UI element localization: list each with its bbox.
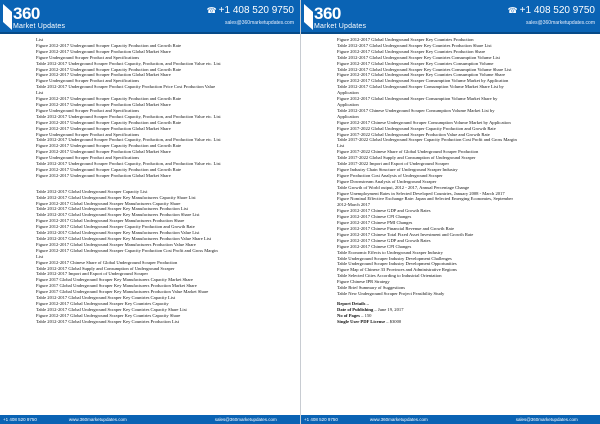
list-item: Figure 2012-2017 Chinese Underground Scraper Consumption Volume Market by Application: [337, 119, 511, 125]
list-item: Figure 2012-2017 Global Underground Scraper Capacity Production and Growth Rate: [36, 224, 195, 230]
brand-number: 360: [314, 3, 341, 23]
detail-value: – 150: [359, 312, 372, 318]
list-item: Figure Chinese IPR Strategy: [337, 279, 390, 285]
list-item: Table Underground Scraper Industry Development Challenges: [337, 255, 452, 261]
header-email[interactable]: sales@360marketupdates.com: [526, 20, 595, 26]
list-item: Figure 2012-2017 Global Underground Scraper Consumption Volume Market Share by: [337, 96, 498, 102]
list-item: Table 2012-2017 Underground Scraper Product Capacity, Production, and Production Value etc. List: [36, 161, 221, 167]
list-item: Figure 2012-2017 Global Underground Scraper Key Countries Consumption Volume Share: [337, 72, 506, 78]
list-item: Table 2012-2017 Global Supply and Consumption of Underground Scraper: [36, 265, 175, 271]
list-item: Figure 2017-2022 Global Underground Scraper Production Value and Growth Rate: [337, 131, 490, 137]
list-item: Table 2012-2017 Import and Export of Underground Scraper: [36, 271, 148, 277]
header-email[interactable]: sales@360marketupdates.com: [225, 20, 294, 26]
section-separator: [36, 179, 294, 189]
list-item: Table Economic Effects to Underground Scraper Industry: [337, 249, 443, 255]
list-item: Table 2012-2017 Global Underground Scraper Key Countries Production List: [36, 318, 179, 324]
list-item: List: [36, 253, 44, 259]
right-list: [337, 37, 595, 297]
detail-label: No of Pages: [337, 312, 360, 318]
list-item: Table 2012-2017 Underground Scraper Product Capacity, Production, and Production Value etc. List: [36, 113, 221, 119]
list-item: Figure 2012-2017 Underground Scraper Production Global Market Share: [36, 172, 171, 178]
detail-row: [337, 319, 595, 325]
list-item: Figure 2012-2017 Underground Scraper Production Global Market Share: [36, 125, 171, 131]
list-item: Figure 2012-2017 Global Underground Scraper Key Countries Production Share: [337, 48, 486, 54]
left-content: [36, 37, 294, 325]
list-item: Table New Underground Scraper Project Feasibility Study: [337, 290, 445, 296]
page-footer: [0, 415, 300, 424]
list-item: List: [36, 90, 44, 96]
brand-number: 360: [13, 3, 40, 23]
list-item: Table 2012-2017 Global Underground Scraper Consumption Volume Market Share List by: [337, 84, 504, 90]
list-item: Figure 2012-2017 Chinese CPI Changes: [337, 243, 412, 249]
list-item: Table 2012-2017 Underground Scraper Product Capacity, Production, and Production Value etc. List: [36, 60, 221, 66]
list-item: Table 2012-2017 Underground Scraper Product Capacity, Production, and Production Value etc. List: [36, 137, 221, 143]
list-item: Figure 2012-2017 Chinese GDP and Growth Rates: [337, 208, 431, 214]
phone-icon: ☎: [206, 6, 217, 15]
list-item: Figure Underground Scraper Product and Specifications: [36, 131, 140, 137]
list-item: Application: [337, 90, 359, 96]
page-footer: [301, 415, 600, 424]
logo-arrow-icon: [304, 4, 313, 30]
list-item: Figure 2017 Global Underground Scraper Key Manufacturers Production Market Share: [36, 283, 197, 289]
footer-email[interactable]: sales@360marketupdates.com: [214, 417, 277, 422]
list-item: Figure 2012-2017 Underground Scraper Capacity Production and Growth Rate: [36, 166, 182, 172]
list-item: Figure 2012-2017 Global Underground Scraper Key Countries Consumption Volume: [337, 60, 494, 66]
brand-logo[interactable]: [304, 2, 366, 32]
list-item: Table 2017-2022 Import and Export of Underground Scraper: [337, 161, 449, 167]
list-item: Figure 2012-2017 Underground Scraper Capacity Production and Growth Rate: [36, 66, 182, 72]
list-item: Figure 2012-2017 Chinese GDP and Growth Rates: [337, 237, 431, 243]
list-item: List: [337, 143, 345, 149]
header-phone[interactable]: [508, 5, 595, 16]
list-item: Figure 2012-2017 Global Underground Scraper Manufacturers Capacity Share: [36, 200, 181, 206]
footer-phone[interactable]: +1 408 520 9750: [3, 417, 37, 422]
list-item: Figure 2012-2017 Chinese Financial Revenue and Growth Rate: [337, 226, 454, 231]
list-item: Table 2012-2017 Global Underground Scraper Key Manufacturers Production List: [36, 206, 188, 212]
list-item: Figure Map of Chinese 33 Provinces and Administrative Regions: [337, 267, 457, 273]
list-item: Figure 2017 Global Underground Scraper Key Manufacturers Capacity Market Share: [36, 277, 193, 283]
brand-logo[interactable]: [3, 2, 65, 32]
report-details: [337, 301, 595, 325]
footer-phone[interactable]: +1 408 520 9750: [304, 417, 338, 422]
header-phone-number: +1 408 520 9750: [519, 5, 595, 16]
list-item: Table 2012-2017 Chinese Underground Scraper Consumption Volume Market List by: [337, 107, 495, 113]
list-item: Table Selected Cities According to Industrial Orientation: [337, 273, 442, 279]
list-item: List: [36, 37, 44, 42]
header-phone-number: +1 408 520 9750: [218, 5, 294, 16]
left-list-b: [36, 189, 294, 325]
list-item: Figure Underground Scraper Product and Specifications: [36, 54, 140, 60]
list-item: Figure 2012-2017 Chinese Total Fixed Asset Investment and Growth Rate: [337, 231, 474, 237]
list-item: Figure 2012-2017 Underground Scraper Production Global Market Share: [36, 101, 171, 107]
list-item: Figure Underground Scraper Product and Specifications: [36, 107, 140, 113]
list-item: Table 2012-2017 Global Underground Scraper Key Manufacturers Production Share List: [36, 212, 200, 218]
list-item: Figure 2017-2022 Global Underground Scraper Capacity Production and Growth Rate: [337, 125, 496, 131]
list-item: Figure 2012-2017 Chinese Share of Global Underground Scraper Production: [36, 259, 178, 265]
detail-label: Single User PDF License: [337, 318, 386, 324]
list-item: Table 2012-2017 Global Underground Scraper Key Manufacturers Capacity Share List: [36, 194, 196, 200]
list-item: Table 2017-2022 Global Underground Scraper Capacity Production Cost Profit and Gross Margin: [337, 137, 517, 143]
list-item: Figure 2017 Global Underground Scraper Key Manufacturers Production Value Market Share: [36, 289, 209, 295]
list-item: Figure 2012-2017 Global Underground Scraper Key Countries Capacity Share: [36, 312, 181, 318]
left-list-a: [36, 37, 294, 179]
list-item: Figure Downstream Analysis of Underground Scraper: [337, 178, 437, 184]
footer-website[interactable]: www.360marketupdates.com: [68, 417, 127, 422]
list-item: Figure 2012-2017 Underground Scraper Production Global Market Share: [36, 149, 171, 155]
list-item: Figure 2012-2017 Global Underground Scraper Manufacturers Production Share: [36, 218, 185, 224]
list-item: Figure 2012-2017 Global Underground Scraper Key Countries Production: [337, 37, 474, 42]
list-item: Figure Underground Scraper Product and Specifications: [36, 78, 140, 84]
logo-arrow-icon: [3, 4, 12, 30]
list-item: Figure 2012-2017 Underground Scraper Production Global Market Share: [36, 48, 171, 54]
page-header: [0, 0, 300, 34]
list-item: Application: [337, 101, 359, 107]
list-item: Table Underground Scraper Industry Development Opportunities: [337, 261, 457, 267]
brand-subtitle: Market Updates: [13, 22, 66, 30]
list-item: Figure 2012-2017 Chinese PMI Changes: [337, 220, 413, 226]
list-item: Figure 2017-2022 Chinese Share of Global Underground Scraper Production: [337, 149, 479, 155]
list-item: Table 2012-2017 Global Underground Scraper Key Manufacturers Production Value List: [36, 230, 200, 236]
list-item: Figure 2012-2017 Underground Scraper Production Global Market Share: [36, 72, 171, 78]
list-item: Figure Underground Scraper Product and Specifications: [36, 155, 140, 161]
list-item: Figure 2012-2017 Underground Scraper Capacity Production and Growth Rate: [36, 42, 182, 48]
list-item: Figure 2012-2017 Underground Scraper Capacity Production and Growth Rate: [36, 119, 182, 125]
list-item: Figure 2012-2017 Global Underground Scraper Key Countries Capacity: [36, 300, 169, 306]
brand-subtitle: Market Updates: [314, 22, 367, 30]
report-details-heading: Report Details –: [337, 300, 369, 306]
list-item: Table 2012-2017 Underground Scraper Product Capacity Production Price Cost Production Value: [36, 84, 216, 90]
list-item: Figure 2012-2017 Underground Scraper Capacity Production and Growth Rate: [36, 143, 182, 149]
list-item: Table 2012-2017 Global Underground Scraper Key Countries Consumption Volume Share List: [337, 66, 512, 72]
list-item: Table 2017-2022 Global Supply and Consumption of Underground Scraper: [337, 155, 476, 161]
list-item: Figure 2012-2017 Global Underground Scraper Consumption Volume Market by Application: [337, 78, 509, 84]
list-item: Figure 2012-2017 Global Underground Scraper Capacity Production Cost Profit and Gross Margin: [36, 247, 218, 253]
phone-icon: ☎: [507, 6, 518, 15]
header-phone[interactable]: [207, 5, 294, 16]
list-item: Table 2012-2017 Global Underground Scraper Capacity List: [36, 188, 148, 194]
list-item: Figure Unemployment Rates in Selected Developed Countries, January 2008 - March 2017: [337, 190, 505, 196]
list-item: Table 2012-2017 Global Underground Scraper Key Manufacturers Production Value Share List: [36, 236, 212, 241]
list-item: Figure 2012-2017 Global Underground Scraper Manufacturers Production Value Share: [36, 241, 196, 247]
list-item: Table 2012-2017 Global Underground Scraper Key Countries Capacity List: [36, 295, 176, 301]
detail-value: – June 19, 2017: [373, 306, 404, 312]
list-item: Figure 2012-2017 Underground Scraper Capacity Production and Growth Rate: [36, 96, 182, 102]
list-item: Table Growth of World output, 2012 - 2017, Annual Percentage Change: [337, 184, 470, 190]
list-item: 2012-March 2017: [337, 202, 371, 208]
list-item: Application: [337, 113, 359, 119]
detail-label: Date of Publishing: [337, 306, 374, 312]
footer-email[interactable]: sales@360marketupdates.com: [515, 417, 578, 422]
report-details-list: [337, 307, 595, 325]
page-header: [301, 0, 600, 34]
footer-website[interactable]: www.360marketupdates.com: [369, 417, 428, 422]
list-item: Table Brief Summary of Suggestions: [337, 285, 406, 291]
list-item: Table 2012-2017 Global Underground Scraper Key Countries Capacity Share List: [36, 306, 187, 312]
list-item: Figure 2012-2017 Chinese CPI Changes: [337, 214, 412, 220]
page-right: [300, 0, 600, 424]
detail-value: – $3000: [385, 318, 402, 324]
list-item: Figure Industry Chain Structure of Underground Scraper Industry: [337, 166, 458, 172]
right-content: [337, 37, 595, 325]
list-item: Table 2012-2017 Global Underground Scraper Key Countries Consumption Volume List: [337, 54, 500, 60]
list-item: Figure Production Cost Analysis of Underground Scraper: [337, 172, 443, 178]
list-item: Table 2012-2017 Global Underground Scraper Key Countries Production Share List: [337, 42, 492, 48]
list-item: Figure Nominal Effective Exchange Rate: Japan and Selected Emerging Economies, September: [337, 196, 513, 202]
